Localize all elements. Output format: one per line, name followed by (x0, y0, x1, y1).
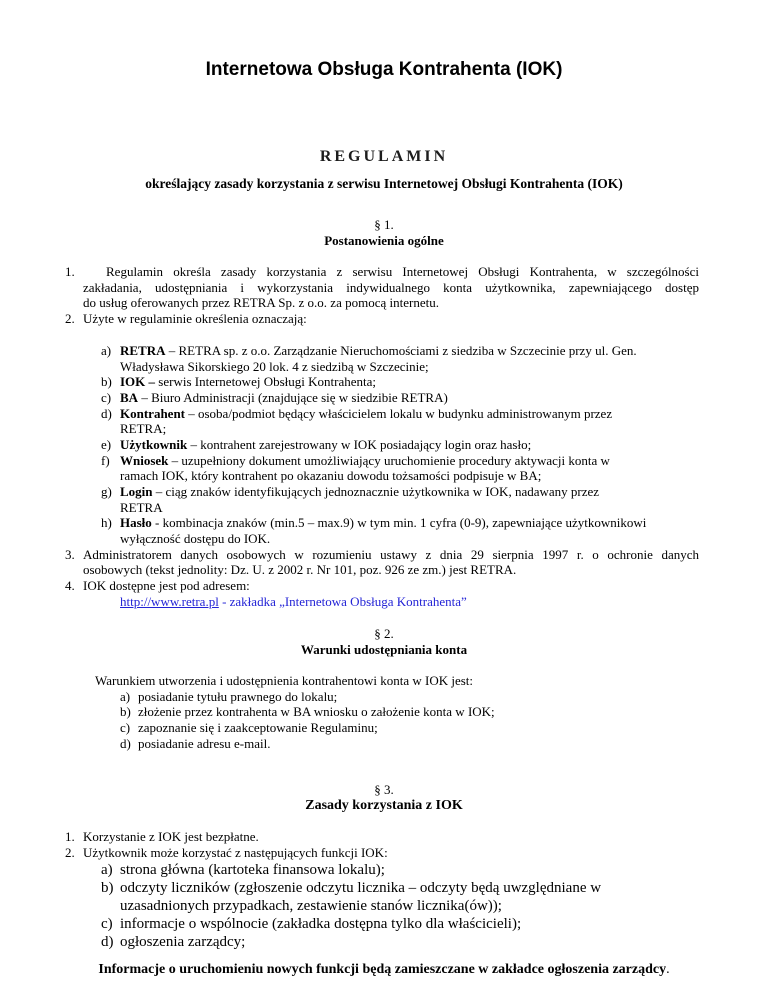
def-g-text: – ciąg znaków identyfikujących jednoznacznie użytkownika w IOK, nadawany przez (152, 484, 600, 499)
s2-item-b-label: b) (120, 704, 131, 719)
def-d-line1 (120, 406, 612, 421)
def-c-text: – Biuro Administracji (znajdujące się w siedzibie RETRA) (138, 390, 448, 405)
tab-reference-text: - zakładka „Internetowa Obsługa Kontrahenta” (218, 594, 467, 609)
def-d-text: – osoba/podmiot będący właścicielem lokalu w budynku administrowanym przez (185, 406, 613, 421)
s3-func-c: informacje o wspólnocie (zakładka dostępna tylko dla właścicieli); (120, 916, 522, 932)
def-h-text: - kombinacja znaków (min.5 – max.9) w tym min. 1 cyfra (0-9), zapewniające użytkownikowi (151, 515, 647, 530)
footer-note-dot: . (666, 962, 670, 977)
retra-website-link[interactable]: http://www.retra.pl (120, 594, 219, 609)
s1-p1-line2: zakładania, udostępniania i wykorzystania indywidualnego konta użytkownika, zapewniającego dostęp (83, 280, 699, 295)
s1-p4-line1: IOK dostępne jest pod adresem: (83, 578, 250, 593)
footer-note (0, 962, 768, 977)
def-h-term: Hasło (120, 515, 152, 530)
s3-func-d: ogłoszenia zarządcy; (120, 934, 246, 950)
def-a-text: – RETRA sp. z o.o. Zarządzanie Nieruchomościami z siedziba w Szczecinie przy ul. Gen. (165, 343, 637, 358)
def-a-term: RETRA (120, 343, 166, 358)
section-1-number: § 1. (374, 217, 394, 232)
def-f-line1 (120, 453, 610, 468)
s3-func-c-label: c) (101, 916, 113, 932)
s2-item-c-label: c) (120, 720, 131, 735)
section-3-heading: Zasady korzystania z IOK (305, 798, 463, 813)
def-c-label: c) (101, 390, 112, 405)
def-e-term: Użytkownik (120, 437, 188, 452)
s3-func-b-line1: odczyty liczników (zgłoszenie odczytu licznika – odczyty będą uwzględniane w (120, 880, 602, 896)
def-h-label: h) (101, 515, 112, 530)
s1-p4-line2 (120, 594, 467, 609)
s1-p3-line1: Administratorem danych osobowych w rozumieniu ustawy z dnia 29 sierpnia 1997 r. o ochronie danych (83, 547, 699, 562)
def-d-line2: RETRA; (120, 421, 167, 436)
def-g-line1 (120, 484, 599, 499)
s3-func-b-label: b) (101, 880, 114, 896)
def-h-line2: wyłączność dostępu do IOK. (120, 531, 271, 546)
s2-item-d-label: d) (120, 736, 131, 751)
def-c-line1 (120, 390, 448, 405)
def-e-label: e) (101, 437, 112, 452)
def-g-line2: RETRA (120, 500, 163, 515)
def-e-line1 (120, 437, 531, 452)
def-a-line1 (120, 343, 637, 358)
s3-p2: Użytkownik może korzystać z następujących funkcji IOK: (83, 845, 388, 860)
section-1-heading: Postanowienia ogólne (324, 233, 444, 248)
def-g-term: Login (120, 484, 153, 499)
def-g-label: g) (101, 484, 112, 499)
s3-func-a: strona główna (kartoteka finansowa lokalu); (120, 862, 385, 878)
def-b-label: b) (101, 374, 112, 389)
def-b-text: serwis Internetowej Obsługi Kontrahenta; (155, 374, 376, 389)
s3-func-d-label: d) (101, 934, 114, 950)
regulamin-heading: REGULAMIN (319, 148, 449, 165)
def-b-term: IOK – (120, 374, 156, 389)
s2-intro: Warunkiem utworzenia i udostępnienia kontrahentowi konta w IOK jest: (95, 673, 474, 688)
s1-p3-line2: osobowych (tekst jednolity: Dz. U. z 2002 r. Nr 101, poz. 926 ze zm.) jest RETRA. (83, 562, 517, 577)
s1-p4-number: 4. (65, 578, 75, 593)
s3-func-a-label: a) (101, 862, 113, 878)
regulamin-subtitle: określający zasady korzystania z serwisu Internetowej Obsługi Kontrahenta (IOK) (145, 176, 623, 191)
footer-note-text: Informacje o uruchomieniu nowych funkcji będą zamieszczane w zakładce ogłoszenia zarządcy (98, 962, 667, 977)
s2-item-d: posiadanie adresu e-mail. (138, 736, 271, 751)
s3-p2-number: 2. (65, 845, 75, 860)
def-a-label: a) (101, 343, 112, 358)
def-d-term: Kontrahent (120, 406, 185, 421)
s1-p1-number: 1. (65, 264, 75, 279)
s1-p1-line1: Regulamin określa zasady korzystania z serwisu Internetowej Obsługi Kontrahenta, w szczególności (106, 264, 699, 279)
s2-item-a: posiadanie tytułu prawnego do lokalu; (138, 689, 338, 704)
s3-p1: Korzystanie z IOK jest bezpłatne. (83, 829, 259, 844)
def-d-label: d) (101, 406, 112, 421)
def-b-line1 (120, 374, 376, 389)
section-2-heading: Warunki udostępniania konta (300, 642, 468, 657)
s1-p1-line3: do usług oferowanych przez RETRA Sp. z o.o. za pomocą internetu. (83, 295, 439, 310)
def-f-line2: ramach IOK, który kontrahent po okazaniu dowodu tożsamości podpisuje w BA; (120, 468, 542, 483)
def-f-term: Wniosek (120, 453, 169, 468)
document-title: Internetowa Obsługa Kontrahenta (IOK) (205, 59, 563, 80)
s3-func-b-line2: uzasadnionych przypadkach, zestawienie stanów licznika(ów)); (120, 898, 502, 914)
def-e-text: – kontrahent zarejestrowany w IOK posiadający login oraz hasło; (187, 437, 532, 452)
s1-p2-number: 2. (65, 311, 75, 326)
section-3-number: § 3. (374, 782, 394, 797)
section-2-number: § 2. (374, 626, 394, 641)
def-h-line1 (120, 515, 646, 530)
def-a-line2: Władysława Sikorskiego 20 lok. 4 z siedzibą w Szczecinie; (120, 359, 429, 374)
s2-item-c: zapoznanie się i zaakceptowanie Regulaminu; (138, 720, 378, 735)
def-f-text: – uzupełniony dokument umożliwiający uruchomienie procedury aktywacji konta w (168, 453, 610, 468)
def-c-term: BA (120, 390, 139, 405)
def-f-label: f) (101, 453, 110, 468)
s1-p3-number: 3. (65, 547, 75, 562)
s1-p2-line1: Użyte w regulaminie określenia oznaczają: (83, 311, 307, 326)
s2-item-b: złożenie przez kontrahenta w BA wniosku o założenie konta w IOK; (138, 704, 495, 719)
s3-p1-number: 1. (65, 829, 75, 844)
s2-item-a-label: a) (120, 689, 131, 704)
